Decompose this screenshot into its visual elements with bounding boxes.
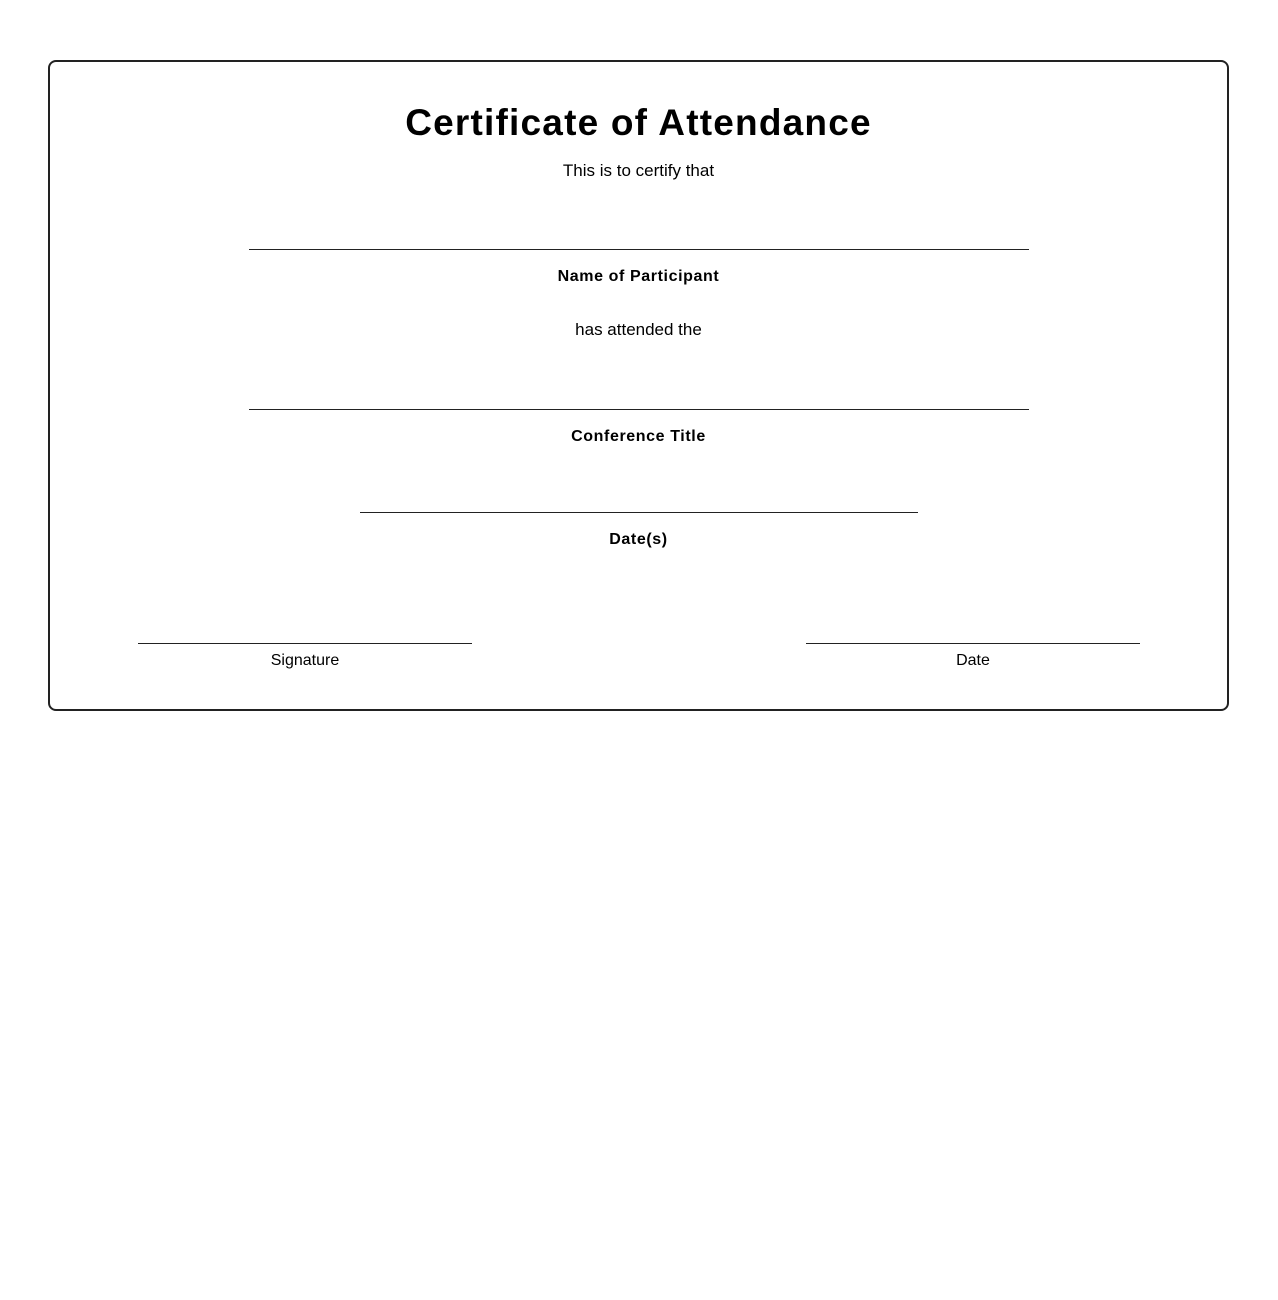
signature-line: [138, 643, 472, 644]
certificate-title: Certificate of Attendance: [405, 102, 872, 143]
conference-title-line: [249, 409, 1029, 410]
conference-title-label: Conference Title: [571, 428, 706, 445]
attended-text: has attended the: [575, 320, 702, 339]
dates-line: [360, 512, 918, 513]
intro-text: This is to certify that: [562, 161, 715, 180]
date-label: Date: [956, 652, 990, 669]
participant-name-label: Name of Participant: [557, 268, 720, 285]
participant-name-line: [249, 249, 1029, 250]
date-line: [806, 643, 1140, 644]
certificate-card: [48, 60, 1229, 711]
signature-label: Signature: [270, 652, 340, 669]
dates-label: Date(s): [609, 531, 668, 548]
